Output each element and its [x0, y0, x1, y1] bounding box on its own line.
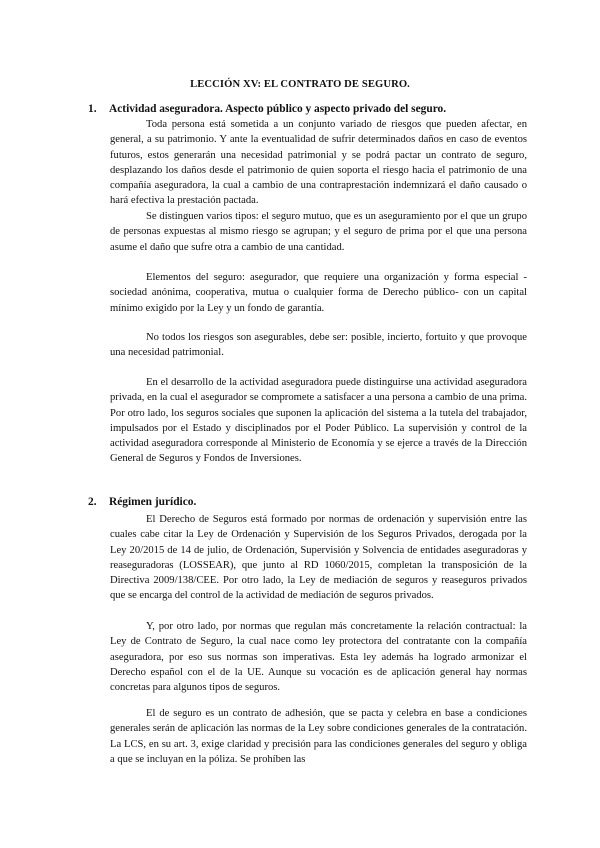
section-title: Régimen jurídico.: [109, 496, 197, 508]
paragraph: No todos los riesgos son asegurables, debe ser: posible, incierto, fortuito y que provoque una necesidad patrimonial.: [110, 332, 527, 359]
paragraph: El de seguro es un contrato de adhesión, que se pacta y celebra en base a condiciones generales serán de aplicación las normas de la Ley sobre condiciones generales de la contratación. La LCS, en su art. 3, exige claridad y precisión para las condiciones generales del seguro y obliga a que se incluyan en la póliza. Se prohíben las: [110, 708, 527, 765]
page-title: LECCIÓN XV: EL CONTRATO DE SEGURO.: [190, 79, 410, 90]
section-heading-2: [88, 496, 196, 508]
section-title: Actividad aseguradora. Aspecto público y aspecto privado del seguro.: [109, 103, 447, 115]
paragraph: Y, por otro lado, por normas que regulan más concretamente la relación contractual: la Ley de Contrato de Seguro, la cual nace como ley protectora del contratante con la compañía aseguradora, por eso sus normas son imperativas. Esta ley además ha logrado armonizar el Derecho español con el de la UE. Aunque su vocación es de aplicación general hay normas concretas para algunos tipos de seguros.: [110, 621, 527, 694]
paragraph: Elementos del seguro: asegurador, que requiere una organización y forma especial - sociedad anónima, cooperativa, mutua o cualquier forma de Derecho público- con un capital mínimo exigido por la Ley y un fondo de garantía.: [110, 272, 527, 314]
paragraph: En el desarrollo de la actividad aseguradora puede distinguirse una actividad aseguradora privada, en la cual el asegurador se compromete a satisfacer a una persona a cambio de una prima. Por otro lado, los seguros sociales que suponen la aplicación del sistema a la tutela del trabajador, impulsados por el Estado y disciplinados por el Poder Público. La supervisión y control de la actividad aseguradora corresponde al Ministerio de Economía y se ejerce a través de la Dirección General de Seguros y Fondos de Inversiones.: [110, 377, 527, 465]
paragraph: Se distinguen varios tipos: el seguro mutuo, que es un aseguramiento por el que un grupo de personas expuestas al mismo riesgo se agrupan; y el seguro de prima por el que una persona asume el daño que sufre otra a cambio de una cantidad.: [110, 211, 527, 253]
section-number: 2.: [88, 496, 97, 508]
paragraph: El Derecho de Seguros está formado por normas de ordenación y supervisión entre las cuales cabe citar la Ley de Ordenación y Supervisión de los Seguros Privados, derogada por la Ley 20/2015 de 14 de julio, de Ordenación, Supervisión y Solvencia de entidades aseguradoras y reaseguradoras (LOSSEAR), que junto al RD 1060/2015, completan la transposición de la Directiva 2009/138/CEE. Por otro lado, la Ley de mediación de seguros y reaseguros privados que se encarga del control de la actividad de mediación de seguros privados.: [110, 514, 527, 602]
paragraph: Toda persona está sometida a un conjunto variado de riesgos que pueden afectar, en general, a su patrimonio. Y ante la eventualidad de sufrir determinados daños en caso de eventos futuros, estos generarán una necesidad patrimonial y se podrá pactar un contrato de seguro, desplazando los daños desde el patrimonio de quien soporta el riesgo hacia el patrimonio de una compañía aseguradora, la cual a cambio de una contraprestación indemnizará el daño causado o hará efectiva la prestación pactada.: [110, 119, 527, 207]
section-number: 1.: [88, 103, 97, 115]
section-heading-1: [88, 103, 446, 115]
